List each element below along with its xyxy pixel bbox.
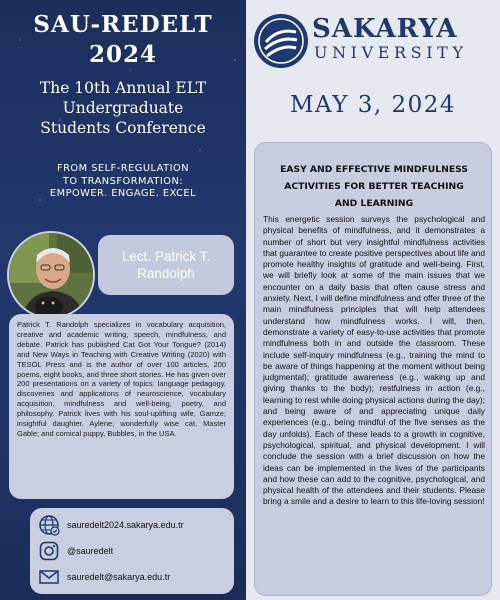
event-title bbox=[0, 10, 246, 70]
speaker-name-line2: Randolph bbox=[137, 266, 195, 281]
event-theme-line2: TO TRANSFORMATION: bbox=[62, 175, 184, 187]
contact-instagram-row[interactable] bbox=[38, 540, 228, 562]
contact-instagram[interactable]: @sauredelt bbox=[67, 546, 114, 556]
contact-website[interactable]: sauredelt2024.sakarya.edu.tr bbox=[67, 520, 184, 530]
event-theme bbox=[0, 163, 246, 201]
session-title-line3: AND LEARNING bbox=[334, 198, 414, 209]
event-subtitle-line1: The 10th Annual ELT bbox=[39, 79, 207, 97]
event-theme-line1: FROM SELF-REGULATION bbox=[56, 163, 190, 174]
session-title-line1: EASY AND EFFECTIVE MINDFULNESS bbox=[280, 164, 468, 175]
speaker-name-box bbox=[98, 235, 234, 295]
university-name: SAKARYA bbox=[312, 14, 458, 44]
speaker-photo bbox=[7, 231, 95, 319]
session-title-line2: ACTIVITIES FOR BETTER TEACHING bbox=[284, 181, 464, 192]
event-subtitle-line3: Students Conference bbox=[40, 119, 206, 137]
university-logo bbox=[252, 10, 494, 76]
instagram-icon bbox=[38, 540, 60, 562]
event-theme-line3: EMPOWER. ENGAGE. EXCEL bbox=[49, 188, 197, 199]
event-subtitle bbox=[0, 78, 246, 138]
session-title bbox=[261, 161, 487, 212]
speaker-name-line1: Lect. Patrick T. bbox=[121, 249, 211, 264]
speaker-bio bbox=[9, 314, 234, 499]
event-date: MAY 3, 2024 bbox=[289, 92, 456, 118]
contact-box bbox=[30, 508, 234, 594]
speaker-portrait bbox=[9, 233, 93, 317]
speaker-bio-text: Patrick T. Randolph specializes in vocabulary acquisition, creative and academic writing, speech, mindfulness, and debate. Patrick has published Cat Got Your Tongue? (2014) and New Ways in Teaching with Creative Writing (2020) with TESOL Press and is the author of over 100 articles, 200 poems, eight books, and three short stories. He has given over 200 presentations on a variety of topics: language pedagogy, discoveries and applications of neuroscience, vocabulary acquisition, mindfulness and well-being, poetry, and philosophy. Patrick lives with his soul-uplifting wife, Gamze; insightful daughter, Aylene; wonderfully wise cat, Master Gable; and comical puppy, Bubbles, in the USA. bbox=[17, 320, 226, 438]
event-subtitle-line2: Undergraduate bbox=[62, 99, 184, 117]
contact-email[interactable]: sauredelt@sakarya.edu.tr bbox=[67, 572, 171, 582]
session-card bbox=[254, 142, 492, 596]
session-abstract: This energetic session surveys the psychological and physical benefits of mindfulness, and it demonstrates a number of short but very insightful mindfulness activities that guarantee to create positive perspectives about life and promote healthy insights of gratitude and well-being. First, we will briefly look at some of the main issues that we encounter on a daily basis that often cause stress and anxiety. Next, I will define mindfulness and offer three of the main mindfulness principles that will help attendees understand how mindfulness works. I will, then, demonstrate a variety of easy-to-use activities that promote mindfulness both in and outside the classroom. These include self-inquiry mindfulness (e.g., training the mind to be aware of things happening at the moment without being judgmental); gratitude awareness (e.g., waking up and giving thanks to the body); restfulness in action (e.g., learning to rest while doing physical actions during the day); and being aware of and appreciating unique daily experiences (e.g., being mindful of the five senses as the day unfolds). Each of these leads to a growth in cognitive, psychological, spiritual, and physical development. I will conclude the session with a brief discussion on how the ideas can be implemented in the lives of the participants and how these can add to the cognitive, psychological, and physical health of the attendees and their students. Please bring a smile and a desire to learn to this life-loving session! bbox=[263, 214, 485, 507]
event-title-line2: 2024 bbox=[88, 41, 157, 68]
event-title-line1: SAU-REDELT bbox=[33, 11, 213, 38]
globe-icon bbox=[38, 514, 60, 536]
left-panel bbox=[0, 0, 246, 600]
university-sub: UNIVERSITY bbox=[314, 43, 468, 62]
contact-website-row[interactable] bbox=[38, 514, 228, 536]
envelope-icon bbox=[38, 566, 60, 588]
contact-email-row[interactable] bbox=[38, 566, 228, 588]
university-emblem-icon bbox=[252, 12, 310, 70]
